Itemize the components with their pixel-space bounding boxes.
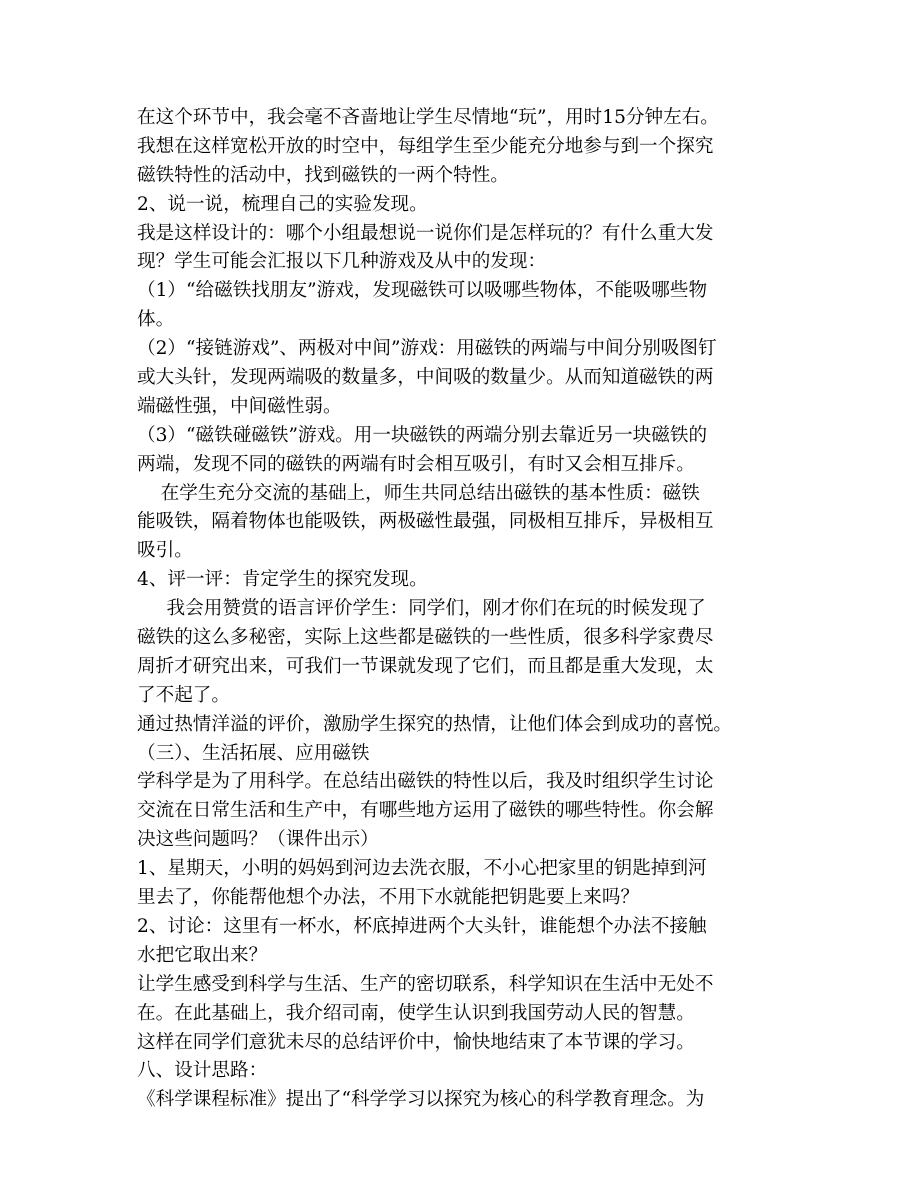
- list-item: 1、星期天，小明的妈妈到河边去洗衣服，不小心把家里的钥匙掉到河: [137, 858, 707, 880]
- section-heading: （三）、生活拓展、应用磁铁: [137, 742, 370, 764]
- text-line: 通过热情洋溢的评价，激励学生探究的热情，让他们体会到成功的喜悦。: [137, 713, 733, 735]
- text-line: 我是这样设计的：哪个小组最想说一说你们是怎样玩的？有什么重大发: [137, 222, 714, 244]
- text-line: 在这个环节中，我会毫不吝啬地让学生尽情地“玩”，用时15分钟左右。: [137, 107, 719, 128]
- text-line: 体。: [137, 309, 175, 331]
- document-body: [137, 104, 787, 1115]
- list-item: 2、讨论：这里有一杯水，杯底掉进两个大头针，谁能想个办法不接触: [137, 915, 707, 937]
- section-heading: 4、评一评：肯定学生的探究发现。: [137, 569, 428, 591]
- text-line: 决这些问题吗？（课件出示）: [137, 829, 379, 851]
- text-line: 我会用赞赏的语言评价学生：同学们，刚才你们在玩的时候发现了: [137, 598, 706, 620]
- text-line: 水把它取出来？: [137, 944, 268, 966]
- text-line: 学科学是为了用科学。在总结出磁铁的特性以后，我及时组织学生讨论: [137, 771, 714, 793]
- text-line: 吸引。: [137, 540, 193, 562]
- text-line: 了不起了。: [137, 684, 230, 706]
- text-line: 里去了，你能帮他想个办法，不用下水就能把钥匙要上来吗？: [137, 887, 640, 909]
- text-line: 能吸铁，隔着物体也能吸铁，两极磁性最强，同极相互排斥，异极相互: [137, 511, 714, 533]
- text-line: 现？学生可能会汇报以下几种游戏及从中的发现：: [137, 251, 547, 273]
- text-line: 这样在同学们意犹未尽的总结评价中，愉快地结束了本节课的学习。: [137, 1031, 695, 1053]
- list-item: （3）“磁铁碰磁铁”游戏。用一块磁铁的两端分别去靠近另一块磁铁的: [137, 424, 708, 446]
- text-line: 我想在这样宽松开放的时空中，每组学生至少能充分地参与到一个探究: [137, 135, 714, 157]
- text-line: 磁铁的这么多秘密，实际上这些都是磁铁的一些性质，很多科学家费尽: [137, 627, 714, 649]
- section-heading: 2、说一说，梳理自己的实验发现。: [137, 193, 428, 215]
- text-line: 《科学课程标准》提出了“科学学习以探究为核心的科学教育理念。为: [137, 1089, 705, 1111]
- text-line: 周折才研究出来，可我们一节课就发现了它们，而且都是重大发现，太: [137, 655, 714, 677]
- text-line: 让学生感受到科学与生活、生产的密切联系，科学知识在生活中无处不: [137, 973, 714, 995]
- list-item: （1）“给磁铁找朋友”游戏，发现磁铁可以吸哪些物体，不能吸哪些物: [137, 280, 708, 302]
- text-line: 端磁性强，中间磁性弱。: [137, 395, 342, 417]
- text-line: 交流在日常生活和生产中，有哪些地方运用了磁铁的哪些特性。你会解: [137, 800, 714, 822]
- text-line: 磁铁特性的活动中，找到磁铁的一两个特性。: [137, 164, 509, 186]
- text-line: 两端，发现不同的磁铁的两端有时会相互吸引，有时又会相互排斥。: [137, 453, 695, 475]
- section-heading: 八、设计思路：: [137, 1060, 268, 1082]
- list-item: （2）“接链游戏”、两极对中间”游戏：用磁铁的两端与中间分别吸图钉: [137, 338, 717, 360]
- text-line: 在学生充分交流的基础上，师生共同总结出磁铁的基本性质：磁铁: [137, 482, 700, 504]
- text-line: 在。在此基础上，我介绍司南，使学生认识到我国劳动人民的智慧。: [137, 1002, 695, 1024]
- text-line: 或大头针，发现两端吸的数量多，中间吸的数量少。从而知道磁铁的两: [137, 367, 714, 389]
